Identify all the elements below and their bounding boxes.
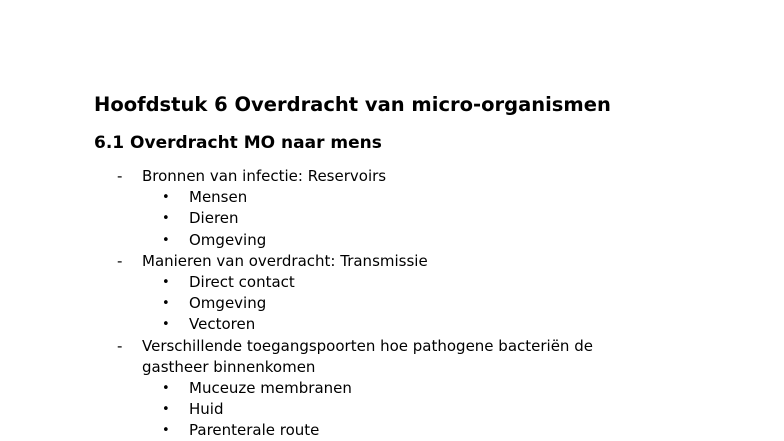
section-title: 6.1 Overdracht MO naar mens [94,133,382,153]
sublist-item [0,378,784,399]
bullet-marker: • [162,211,170,227]
sublist-item-label: Direct contact [189,272,295,291]
list-item-label: Bronnen van infectie: Reservoirs [142,167,387,185]
sublist-item-label: Vectoren [189,315,256,334]
bullet-list [0,166,784,441]
sublist-item-label: Huid [189,400,224,419]
sublist-item-label: Parenterale route [189,421,320,440]
list-item-label-line1: Verschillende toegangspoorten hoe pathogene bacteriën de [142,336,593,355]
bullet-marker: • [162,190,170,206]
bullet-marker: • [162,380,170,396]
bullet-marker: • [162,232,170,248]
bullet-marker: • [162,274,170,290]
list-item-reservoirs [0,166,784,187]
bullet-marker: • [162,296,170,312]
sublist-item [0,314,784,335]
sublist-item [0,230,784,251]
bullet-marker: • [162,317,170,333]
sublist-item [0,272,784,293]
list-item-toegangspoorten [0,336,784,357]
list-item-label-line2: gastheer binnenkomen [142,357,316,376]
sublist-item [0,399,784,420]
dash-marker: - [117,167,123,185]
list-item-label: Manieren van overdracht: Transmissie [142,251,428,270]
bullet-marker: • [162,423,170,439]
sublist-item-label: Dieren [189,209,239,228]
sublist-item-label: Omgeving [189,230,267,249]
dash-marker: - [117,251,123,270]
sublist-item-label: Omgeving [189,294,267,313]
chapter-title: Hoofdstuk 6 Overdracht van micro-organismen [94,93,611,116]
sublist-item-label: Muceuze membranen [189,378,352,397]
sublist-item [0,208,784,229]
sublist-item [0,187,784,208]
dash-marker: - [117,336,123,355]
list-item-continuation [0,357,784,378]
bullet-marker: • [162,402,170,418]
sublist-item [0,420,784,441]
sublist-item-label: Mensen [189,188,248,207]
sublist-item [0,293,784,314]
list-item-transmissie [0,251,784,272]
